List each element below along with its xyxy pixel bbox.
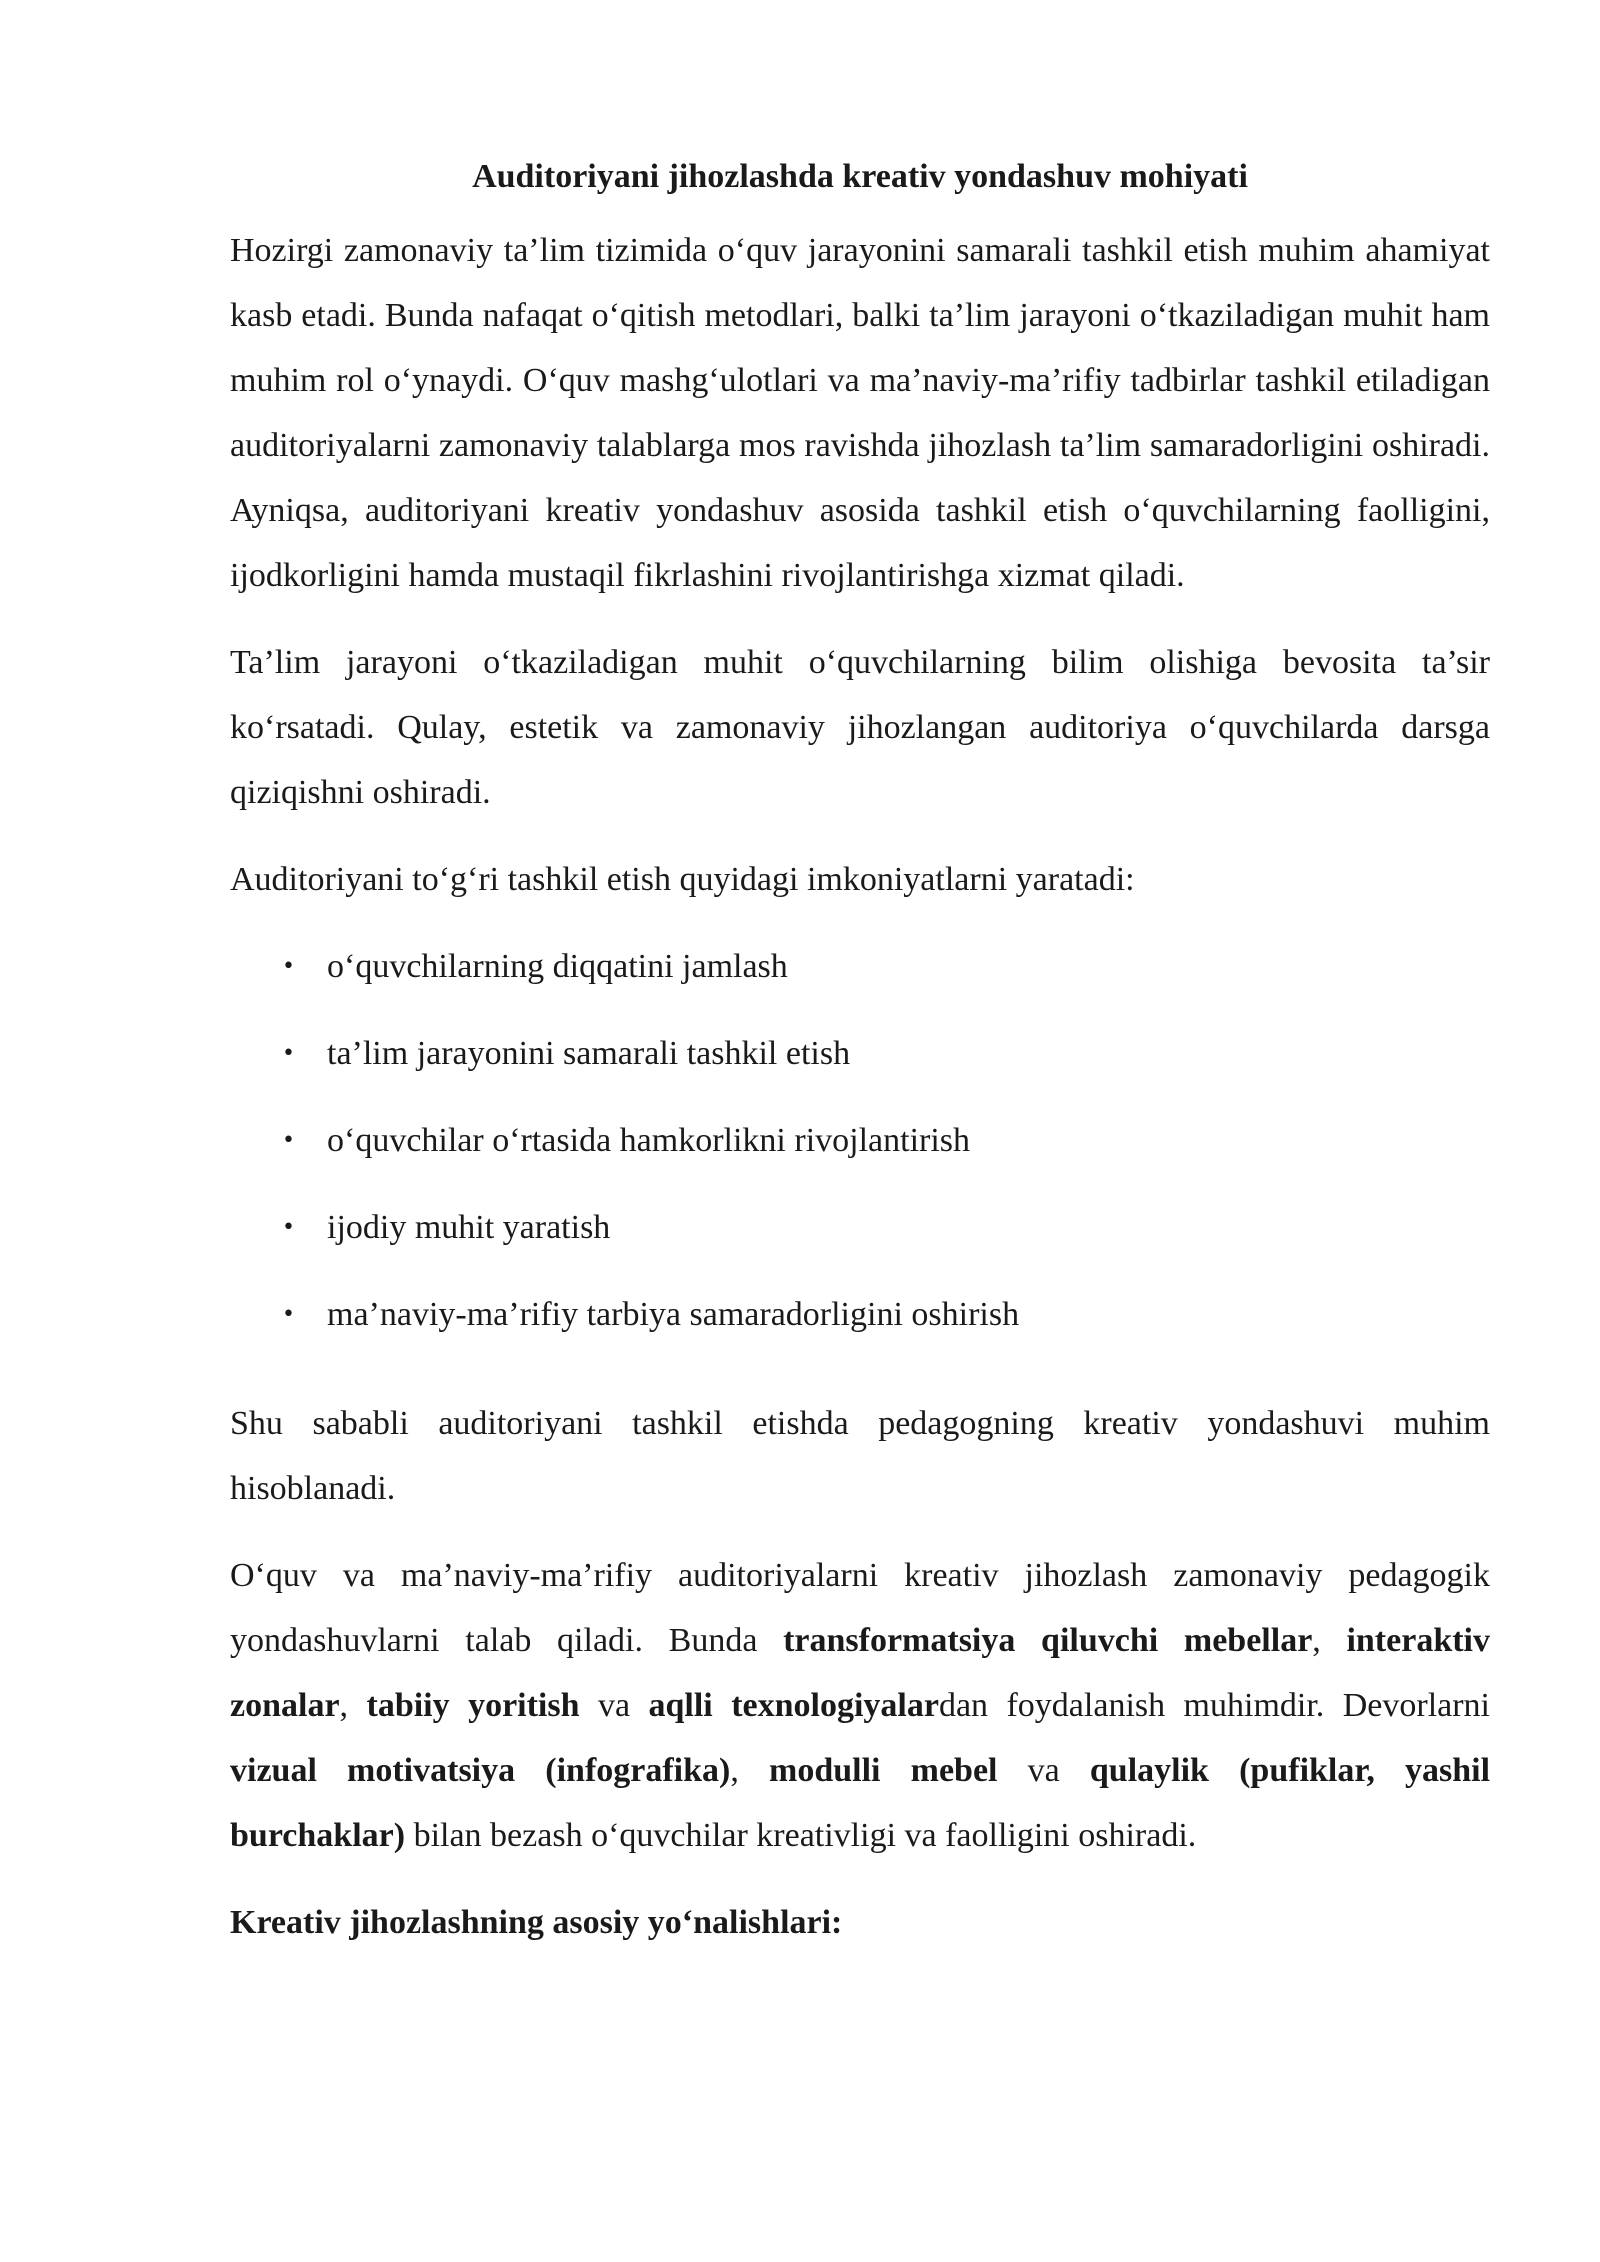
- bold-term: qulaylik (pufiklar, yashil burchaklar): [230, 1752, 1491, 1854]
- bold-term: aqlli texnologiyalar: [648, 1687, 939, 1724]
- text-run: O‘quv va ma’naviy-ma’rifiy auditoriyalarni kreativ jihozlash zamonaviy pedagogik yondashuvlarni talab qiladi. Bunda: [230, 1557, 1490, 1659]
- bold-term: transformatsiya qiluvchi mebellar: [783, 1622, 1313, 1659]
- document-title: Auditoriyani jihozlashda kreativ yondashuv mohiyati: [472, 158, 1248, 195]
- list-item: [230, 1021, 1490, 1108]
- list-item-text: o‘quvchilarning diqqatini jamlash: [327, 948, 788, 985]
- paragraph-creative-equipment: [230, 1543, 1490, 1868]
- list-item: [230, 1282, 1490, 1369]
- bold-term: vizual motivatsiya (infografika): [230, 1752, 731, 1789]
- document-content: [230, 148, 1490, 1955]
- bold-term: modulli mebel: [769, 1752, 998, 1789]
- text-run: ,: [1312, 1622, 1347, 1659]
- benefits-list: [230, 934, 1490, 1369]
- bold-term: interaktiv zonalar: [230, 1622, 1490, 1724]
- list-item-text: ma’naviy-ma’rifiy tarbiya samaradorligini oshirish: [327, 1296, 1020, 1333]
- text-run: va: [997, 1752, 1090, 1789]
- bullet-icon: •: [282, 1215, 295, 1240]
- text-run: va: [579, 1687, 649, 1724]
- text-run: ,: [730, 1752, 770, 1789]
- list-intro: Auditoriyani to‘g‘ri tashkil etish quyidagi imkoniyatlarni yaratadi:: [230, 861, 1135, 898]
- section-heading: Kreativ jihozlashning asosiy yo‘nalishlari:: [230, 1904, 843, 1941]
- list-item-text: ta’lim jarayonini samarali tashkil etish: [327, 1035, 851, 1072]
- bullet-icon: •: [282, 954, 295, 979]
- bullet-icon: •: [282, 1302, 295, 1327]
- bullet-icon: •: [282, 1041, 295, 1066]
- paragraph-environment: Ta’lim jarayoni o‘tkaziladigan muhit o‘quvchilarning bilim olishiga bevosita ta’sir ko‘rsatadi. Qulay, estetik va zamonaviy jihozlangan auditoriya o‘quvchilarda darsga qiziqishni oshiradi.: [230, 644, 1490, 811]
- text-run: dan foydalanish muhimdir. Devorlarni: [938, 1687, 1491, 1724]
- list-item-text: o‘quvchilar o‘rtasida hamkorlikni rivojlantirish: [327, 1122, 971, 1159]
- paragraph-intro: Hozirgi zamonaviy ta’lim tizimida o‘quv jarayonini samarali tashkil etish muhim ahamiyat kasb etadi. Bunda nafaqat o‘qitish metodlari, balki ta’lim jarayoni o‘tkaziladigan muhit ham muhim rol o‘ynaydi. O‘quv mashg‘ulotlari va ma’naviy-ma’rifiy tadbirlar tashkil etiladigan auditoriyalarni zamonaviy talablarga mos ravishda jihozlash ta’lim samaradorligini oshiradi. Ayniqsa, auditoriyani kreativ yondashuv asosida tashkil etish o‘quvchilarning faolligini, ijodkorligini hamda mustaqil fikrlashini rivojlantirishga xizmat qiladi.: [230, 232, 1490, 594]
- list-item: [230, 934, 1490, 1021]
- bold-term: tabiiy yoritish: [366, 1687, 580, 1724]
- list-item: [230, 1108, 1490, 1195]
- bullet-icon: •: [282, 1128, 295, 1153]
- text-run: bilan bezash o‘quvchilar kreativligi va faolligini oshiradi.: [405, 1817, 1197, 1854]
- list-item: [230, 1195, 1490, 1282]
- list-item-text: ijodiy muhit yaratish: [327, 1209, 611, 1246]
- paragraph-conclusion: Shu sababli auditoriyani tashkil etishda pedagogning kreativ yondashuvi muhim hisoblanadi.: [230, 1405, 1490, 1507]
- text-run: ,: [339, 1687, 367, 1724]
